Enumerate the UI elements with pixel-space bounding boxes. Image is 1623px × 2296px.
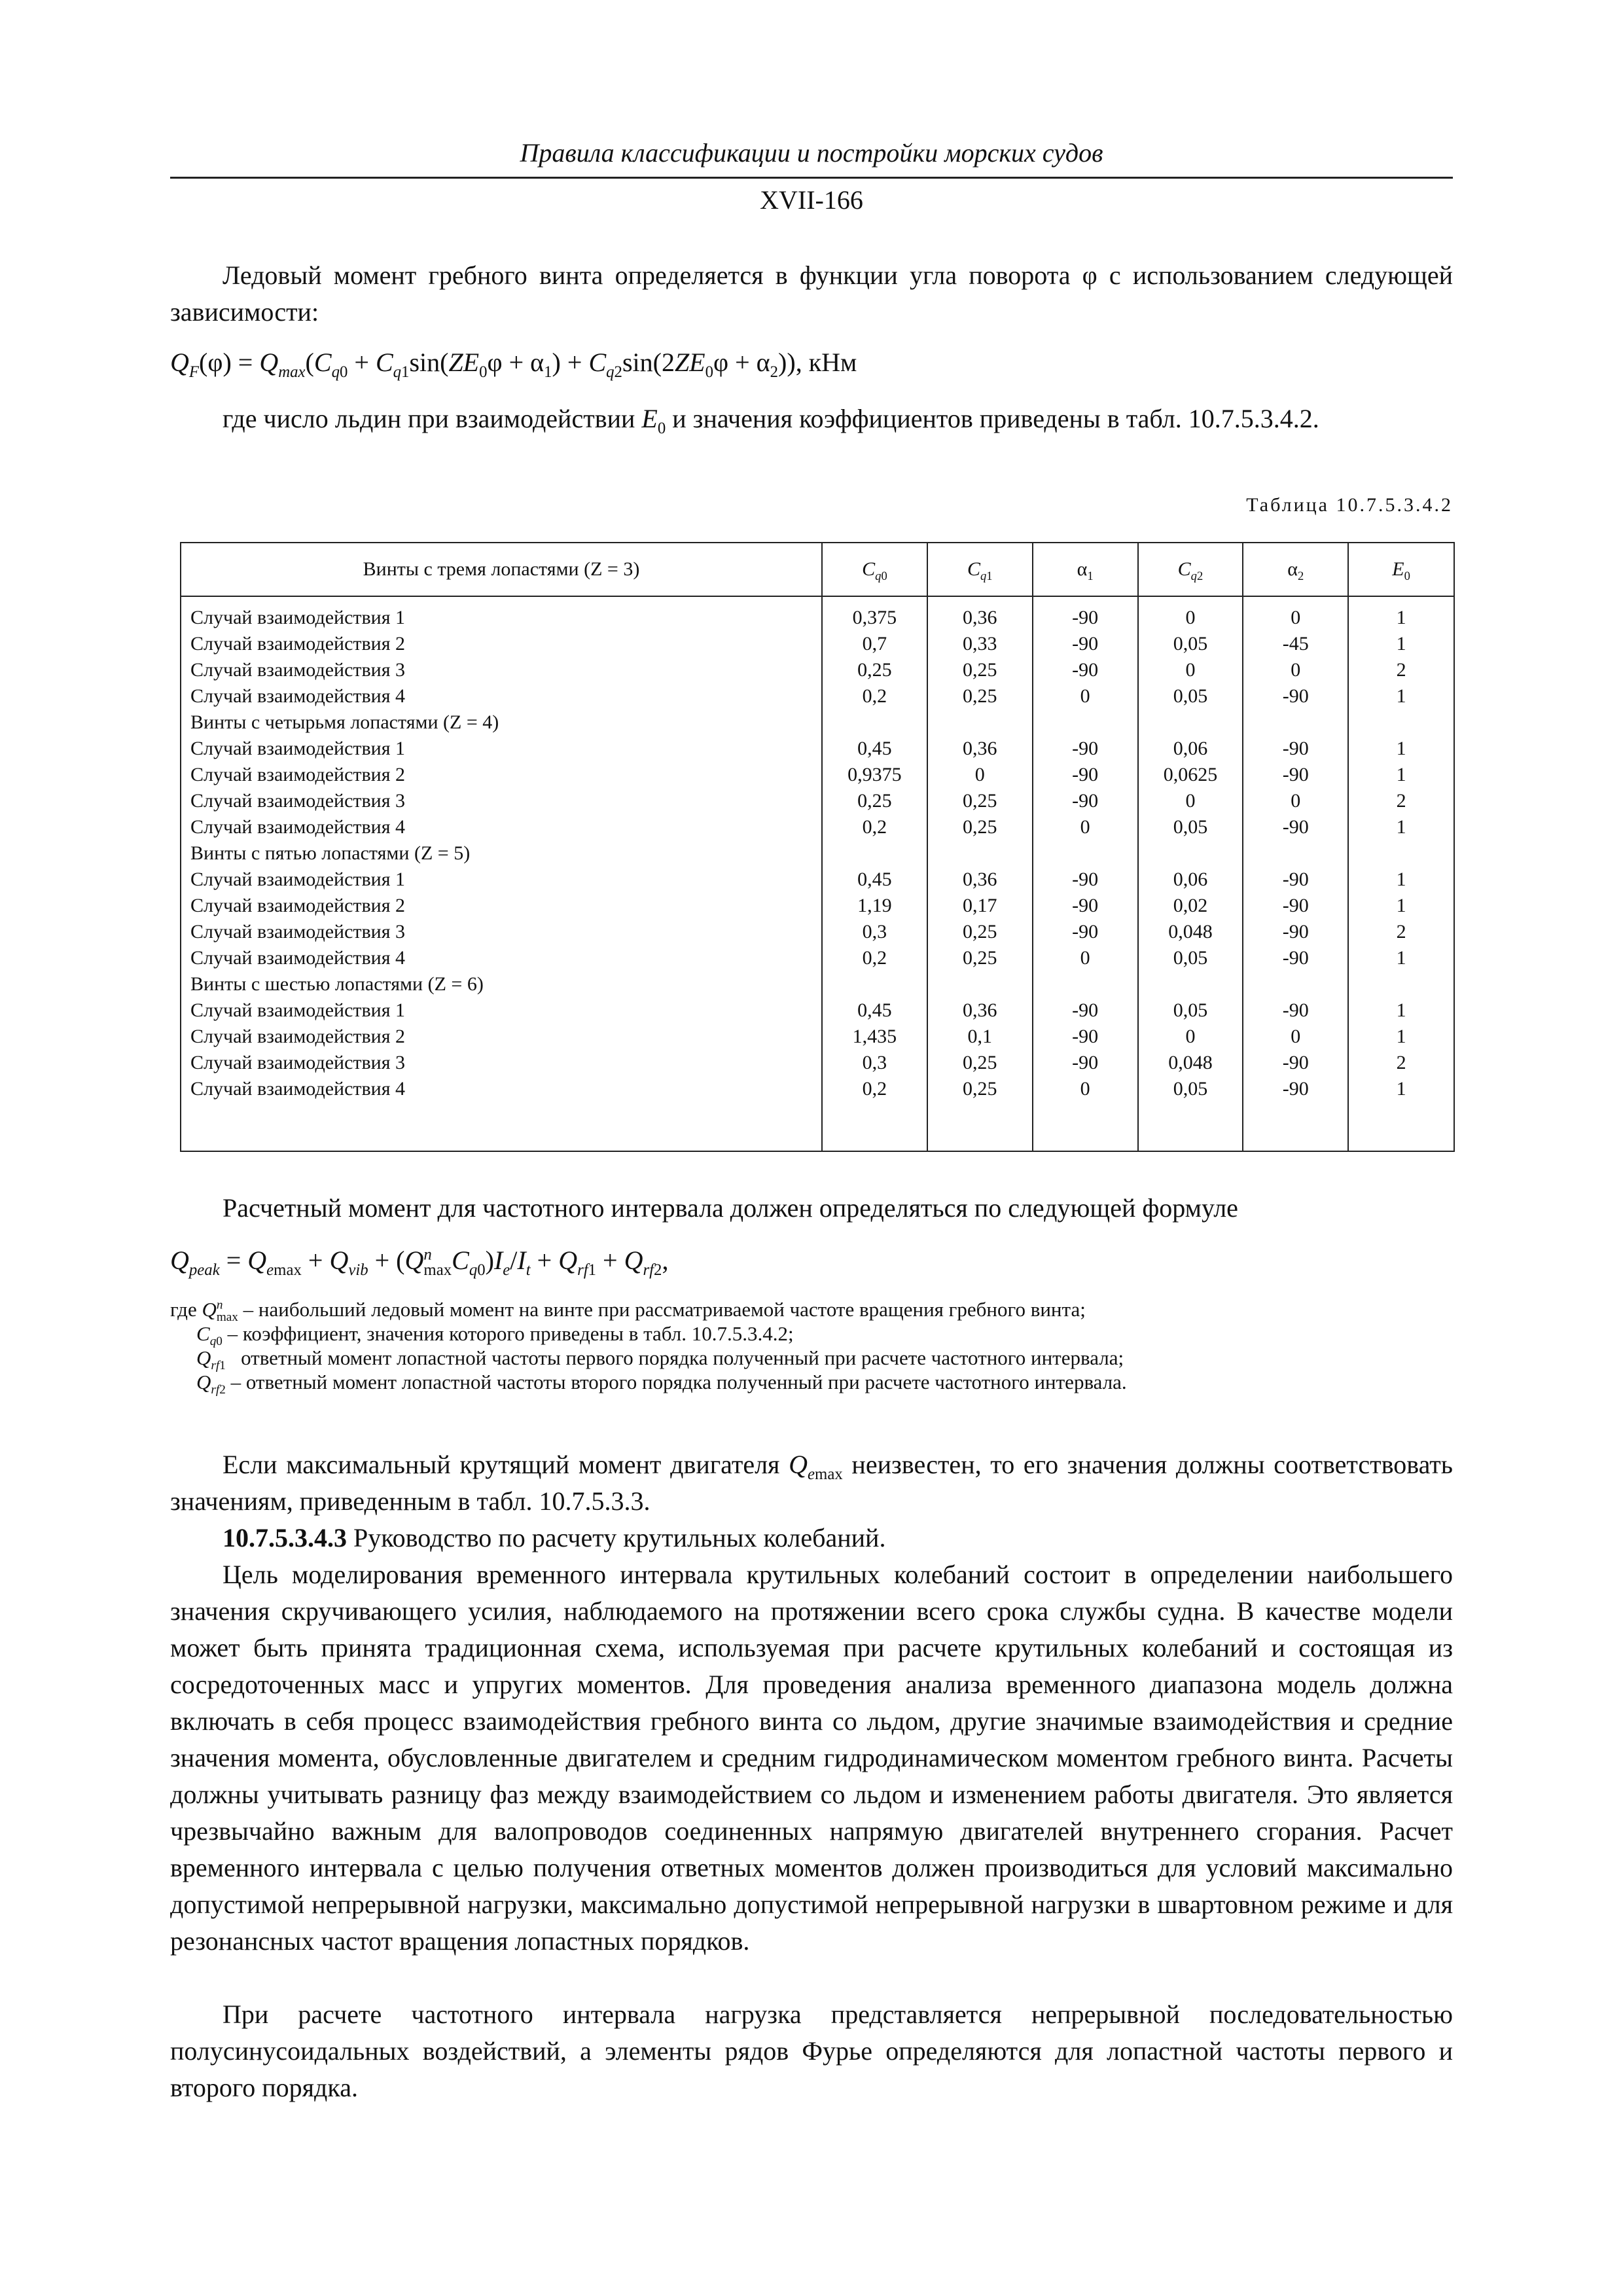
table-row <box>181 971 1454 997</box>
cell-cq0: 0,7 <box>822 631 927 657</box>
cell-alpha2: -90 <box>1243 867 1348 893</box>
table-row <box>181 945 1454 971</box>
cell-cq0: 0,3 <box>822 919 927 945</box>
cell-cq1 <box>927 840 1033 867</box>
cell-e0 <box>1348 971 1454 997</box>
cell-e0 <box>1348 840 1454 867</box>
cell-alpha2: 0 <box>1243 1024 1348 1050</box>
peak-torque-paragraph: Расчетный момент для частотного интервала должен определяться по следующей формуле <box>223 1193 1238 1223</box>
cell-alpha2: -90 <box>1243 1076 1348 1102</box>
cell-e0: 1 <box>1348 814 1454 840</box>
header-cq2: $C_{q2}$ <box>1138 543 1243 596</box>
cell-alpha2: -90 <box>1243 919 1348 945</box>
cell-cq1: 0 <box>927 762 1033 788</box>
cell-cq0: 0,45 <box>822 867 927 893</box>
intro-paragraph: Ледовый момент гребного винта определяется в функции угла поворота φ с использованием следующей зависимости: <box>170 260 1453 327</box>
cell-alpha1 <box>1033 971 1138 997</box>
cell-alpha1: 0 <box>1033 1076 1138 1102</box>
cell-e0: 2 <box>1348 657 1454 683</box>
cell-alpha1: 0 <box>1033 814 1138 840</box>
cell-cq0: 1,435 <box>822 1024 927 1050</box>
cell-cq1: 0,17 <box>927 893 1033 919</box>
section-title: Руководство по расчету крутильных колебаний. <box>347 1523 886 1552</box>
cell-alpha1: -90 <box>1033 788 1138 814</box>
cell-case-name: Случай взаимодействия 1 <box>181 596 822 631</box>
cell-cq1: 0,36 <box>927 997 1033 1024</box>
cell-cq2: 0,06 <box>1138 736 1243 762</box>
cell-alpha1 <box>1033 709 1138 736</box>
coefficients-table <box>180 542 1455 1152</box>
cell-cq2: 0 <box>1138 788 1243 814</box>
cell-case-name: Случай взаимодействия 2 <box>181 1024 822 1050</box>
cell-e0: 2 <box>1348 919 1454 945</box>
header-cq1: $C_{q1}$ <box>927 543 1033 596</box>
cell-alpha2: -45 <box>1243 631 1348 657</box>
table-row <box>181 893 1454 919</box>
table-row <box>181 736 1454 762</box>
header-divider <box>170 177 1453 179</box>
cell-alpha2: -90 <box>1243 997 1348 1024</box>
table-row <box>181 709 1454 736</box>
cell-alpha2: -90 <box>1243 762 1348 788</box>
cell-alpha2: 0 <box>1243 657 1348 683</box>
cell-cq0: 0,45 <box>822 736 927 762</box>
cell-e0: 1 <box>1348 867 1454 893</box>
table-caption: Таблица 10.7.5.3.4.2 <box>1246 494 1453 516</box>
cell-case-name: Случай взаимодействия 2 <box>181 631 822 657</box>
page-number: XVII-166 <box>760 185 863 215</box>
cell-e0: 1 <box>1348 1024 1454 1050</box>
header-e0: $E_0$ <box>1348 543 1454 596</box>
cell-case-name: Винты с шестью лопастями (Z = 6) <box>181 971 822 997</box>
cell-alpha1: -90 <box>1033 893 1138 919</box>
frequency-interval-paragraph: При расчете частотного интервала нагрузка представляется непрерывной последовательностью полусинусоидальных воздействий, а элементы рядов Фурье определяются для лопастной частоты первого и второго порядка. <box>170 2000 1453 2102</box>
cell-cq1: 0,25 <box>927 788 1033 814</box>
cell-case-name: Случай взаимодействия 2 <box>181 893 822 919</box>
cell-case-name: Случай взаимодействия 3 <box>181 1050 822 1076</box>
cell-cq1: 0,1 <box>927 1024 1033 1050</box>
cell-cq0: 0,9375 <box>822 762 927 788</box>
cell-alpha1: -90 <box>1033 657 1138 683</box>
cell-cq1 <box>927 709 1033 736</box>
cell-cq1: 0,25 <box>927 657 1033 683</box>
cell-cq1: 0,25 <box>927 1050 1033 1076</box>
cell-e0: 1 <box>1348 683 1454 709</box>
table-row <box>181 631 1454 657</box>
cell-cq0 <box>822 840 927 867</box>
cell-cq1: 0,36 <box>927 736 1033 762</box>
cell-alpha2: -90 <box>1243 814 1348 840</box>
table-row <box>181 814 1454 840</box>
cell-case-name: Случай взаимодействия 1 <box>181 867 822 893</box>
table-row <box>181 788 1454 814</box>
cell-alpha1: -90 <box>1033 1050 1138 1076</box>
cell-alpha1: -90 <box>1033 596 1138 631</box>
table-row <box>181 919 1454 945</box>
cell-alpha1: -90 <box>1033 919 1138 945</box>
table-bottom-spacer <box>181 1102 1454 1151</box>
engine-torque-paragraph: Если максимальный крутящий момент двигателя $Q_{emax}$ неизвестен, то его значения должны соответствовать значениям, приведенным в табл. 10.7.5.3.3. <box>170 1450 1454 1516</box>
cell-cq2: 0,05 <box>1138 814 1243 840</box>
cell-cq0: 0,25 <box>822 657 927 683</box>
cell-cq2: 0 <box>1138 1024 1243 1050</box>
cell-case-name: Случай взаимодействия 4 <box>181 814 822 840</box>
cell-case-name: Винты с четырьмя лопастями (Z = 4) <box>181 709 822 736</box>
cell-alpha2: -90 <box>1243 1050 1348 1076</box>
cell-e0 <box>1348 709 1454 736</box>
table-row <box>181 762 1454 788</box>
cell-cq0: 0,2 <box>822 683 927 709</box>
section-heading <box>170 1520 1453 1556</box>
cell-cq0: 0,375 <box>822 596 927 631</box>
cell-cq0: 0,3 <box>822 1050 927 1076</box>
formula-unit: , кНм <box>795 348 857 377</box>
cell-alpha1: -90 <box>1033 867 1138 893</box>
cell-e0: 1 <box>1348 945 1454 971</box>
cell-e0: 1 <box>1348 631 1454 657</box>
cell-cq2: 0,02 <box>1138 893 1243 919</box>
header-cq0: $C_{q0}$ <box>822 543 927 596</box>
cell-case-name: Случай взаимодействия 3 <box>181 657 822 683</box>
table-row <box>181 1076 1454 1102</box>
cell-cq2: 0,05 <box>1138 997 1243 1024</box>
cell-alpha1 <box>1033 840 1138 867</box>
cell-cq2: 0,05 <box>1138 683 1243 709</box>
cell-case-name: Случай взаимодействия 2 <box>181 762 822 788</box>
cell-cq2: 0,05 <box>1138 945 1243 971</box>
cell-cq2: 0,05 <box>1138 1076 1243 1102</box>
cell-case-name: Случай взаимодействия 4 <box>181 683 822 709</box>
cell-cq1: 0,25 <box>927 945 1033 971</box>
running-header: Правила классификации и постройки морских судов <box>520 138 1103 168</box>
cell-e0: 2 <box>1348 788 1454 814</box>
definition-qrf2: $Q_{rf2}$ – ответный момент лопастной частоты второго порядка полученный при расчете частотного интервала. <box>196 1371 1127 1397</box>
ice-torque-formula: $Q_F(\varphi) = Q_{max}(C_{q0} + C_{q1}\sin(ZE_0\varphi + \alpha_1) + C_{q2}\sin(2ZE_0\varphi + \alpha_2))$, кНм <box>170 348 857 381</box>
cell-alpha2: -90 <box>1243 945 1348 971</box>
cell-cq0: 1,19 <box>822 893 927 919</box>
cell-cq0: 0,2 <box>822 814 927 840</box>
cell-case-name: Винты с пятью лопастями (Z = 5) <box>181 840 822 867</box>
cell-alpha1: 0 <box>1033 945 1138 971</box>
cell-cq2: 0,0625 <box>1138 762 1243 788</box>
cell-e0: 2 <box>1348 1050 1454 1076</box>
cell-alpha2: -90 <box>1243 893 1348 919</box>
cell-cq0 <box>822 709 927 736</box>
cell-cq0: 0,2 <box>822 1076 927 1102</box>
cell-cq1: 0,25 <box>927 814 1033 840</box>
cell-e0: 1 <box>1348 596 1454 631</box>
cell-alpha2: -90 <box>1243 683 1348 709</box>
table-row <box>181 1024 1454 1050</box>
cell-alpha1: -90 <box>1033 997 1138 1024</box>
cell-case-name: Случай взаимодействия 1 <box>181 736 822 762</box>
definition-qmax: где $Q^n_{max}$ – наибольший ледовый момент на винте при рассматриваемой частоте вращения гребного винта; <box>170 1298 1086 1325</box>
cell-e0: 1 <box>1348 762 1454 788</box>
table-row <box>181 657 1454 683</box>
cell-e0: 1 <box>1348 1076 1454 1102</box>
cell-alpha2 <box>1243 840 1348 867</box>
cell-cq2 <box>1138 971 1243 997</box>
cell-case-name: Случай взаимодействия 1 <box>181 997 822 1024</box>
cell-cq2: 0,048 <box>1138 1050 1243 1076</box>
cell-alpha2 <box>1243 709 1348 736</box>
table-row <box>181 997 1454 1024</box>
cell-alpha1: -90 <box>1033 631 1138 657</box>
table-header-row <box>181 543 1454 596</box>
peak-torque-formula: $Q_{peak} = Q_{emax} + Q_{vib} + (Q^n_{max}C_{q0})I_e/I_t + Q_{rf1} + Q_{rf2}$, <box>170 1246 669 1279</box>
cell-cq2: 0,05 <box>1138 631 1243 657</box>
cell-cq2 <box>1138 840 1243 867</box>
cell-case-name: Случай взаимодействия 3 <box>181 788 822 814</box>
cell-cq1: 0,36 <box>927 867 1033 893</box>
cell-cq1: 0,25 <box>927 1076 1033 1102</box>
header-propeller-group: Винты с тремя лопастями (Z = 3) <box>181 543 822 596</box>
cell-cq2 <box>1138 709 1243 736</box>
cell-alpha2: -90 <box>1243 736 1348 762</box>
cell-e0: 1 <box>1348 997 1454 1024</box>
cell-cq1 <box>927 971 1033 997</box>
table-row <box>181 867 1454 893</box>
cell-alpha1: -90 <box>1033 762 1138 788</box>
definition-qrf1: $Q_{rf1}$ ответный момент лопастной частоты первого порядка полученный при расчете частотного интервала; <box>196 1346 1124 1373</box>
cell-case-name: Случай взаимодействия 4 <box>181 945 822 971</box>
cell-cq0: 0,25 <box>822 788 927 814</box>
cell-case-name: Случай взаимодействия 4 <box>181 1076 822 1102</box>
torsional-vibration-paragraph: Цель моделирования временного интервала крутильных колебаний состоит в определении наибольшего значения скручивающего усилия, наблюдаемого на протяжении всего срока службы судна. В качестве модели может быть принята традиционная схема, используемая при расчете крутильных колебаний и состоящая из сосредоточенных масс и упругих моментов. Для проведения анализа временного диапазона модель должна включать в себя процесс взаимодействия гребного винта со льдом, другие значимые взаимодействия и средние значения момента, обусловленные двигателем и средним гидродинамическом моментом гребного винта. Расчеты должны учитывать разницу фаз между взаимодействием со льдом и изменением работы двигателя. Это является чрезвычайно важным для валопроводов соединенных напрямую двигателей внутреннего сгорания. Расчет временного интервала с целью получения ответных моментов должен производиться для условий максимально допустимой непрерывной нагрузки, максимально допустимой непрерывной нагрузки в швартовном режиме и для резонансных частот вращения лопастных порядков. <box>170 1560 1453 1956</box>
table-row <box>181 596 1454 631</box>
formula-definitions <box>170 1297 1453 1397</box>
cell-cq2: 0 <box>1138 596 1243 631</box>
section-number: 10.7.5.3.4.3 <box>223 1523 347 1552</box>
coefficients-paragraph: где число льдин при взаимодействии $E_0$ и значения коэффициентов приведены в табл. 10.7.5.3.4.2. <box>223 404 1319 437</box>
cell-cq0: 0,2 <box>822 945 927 971</box>
cell-cq1: 0,25 <box>927 683 1033 709</box>
cell-alpha2: 0 <box>1243 788 1348 814</box>
definition-cq0: $C_{q0}$ – коэффициент, значения которого приведены в табл. 10.7.5.3.4.2; <box>196 1322 794 1349</box>
cell-cq2: 0,06 <box>1138 867 1243 893</box>
cell-e0: 1 <box>1348 736 1454 762</box>
cell-cq0 <box>822 971 927 997</box>
cell-case-name: Случай взаимодействия 3 <box>181 919 822 945</box>
cell-alpha1: -90 <box>1033 1024 1138 1050</box>
cell-alpha2 <box>1243 971 1348 997</box>
cell-alpha1: -90 <box>1033 736 1138 762</box>
cell-e0: 1 <box>1348 893 1454 919</box>
cell-alpha2: 0 <box>1243 596 1348 631</box>
header-alpha1: $\alpha_1$ <box>1033 543 1138 596</box>
table-row <box>181 840 1454 867</box>
cell-alpha1: 0 <box>1033 683 1138 709</box>
cell-cq1: 0,36 <box>927 596 1033 631</box>
cell-cq1: 0,33 <box>927 631 1033 657</box>
table-row <box>181 683 1454 709</box>
cell-cq0: 0,45 <box>822 997 927 1024</box>
table-row <box>181 1050 1454 1076</box>
cell-cq2: 0 <box>1138 657 1243 683</box>
header-alpha2: $\alpha_2$ <box>1243 543 1348 596</box>
cell-cq2: 0,048 <box>1138 919 1243 945</box>
cell-cq1: 0,25 <box>927 919 1033 945</box>
